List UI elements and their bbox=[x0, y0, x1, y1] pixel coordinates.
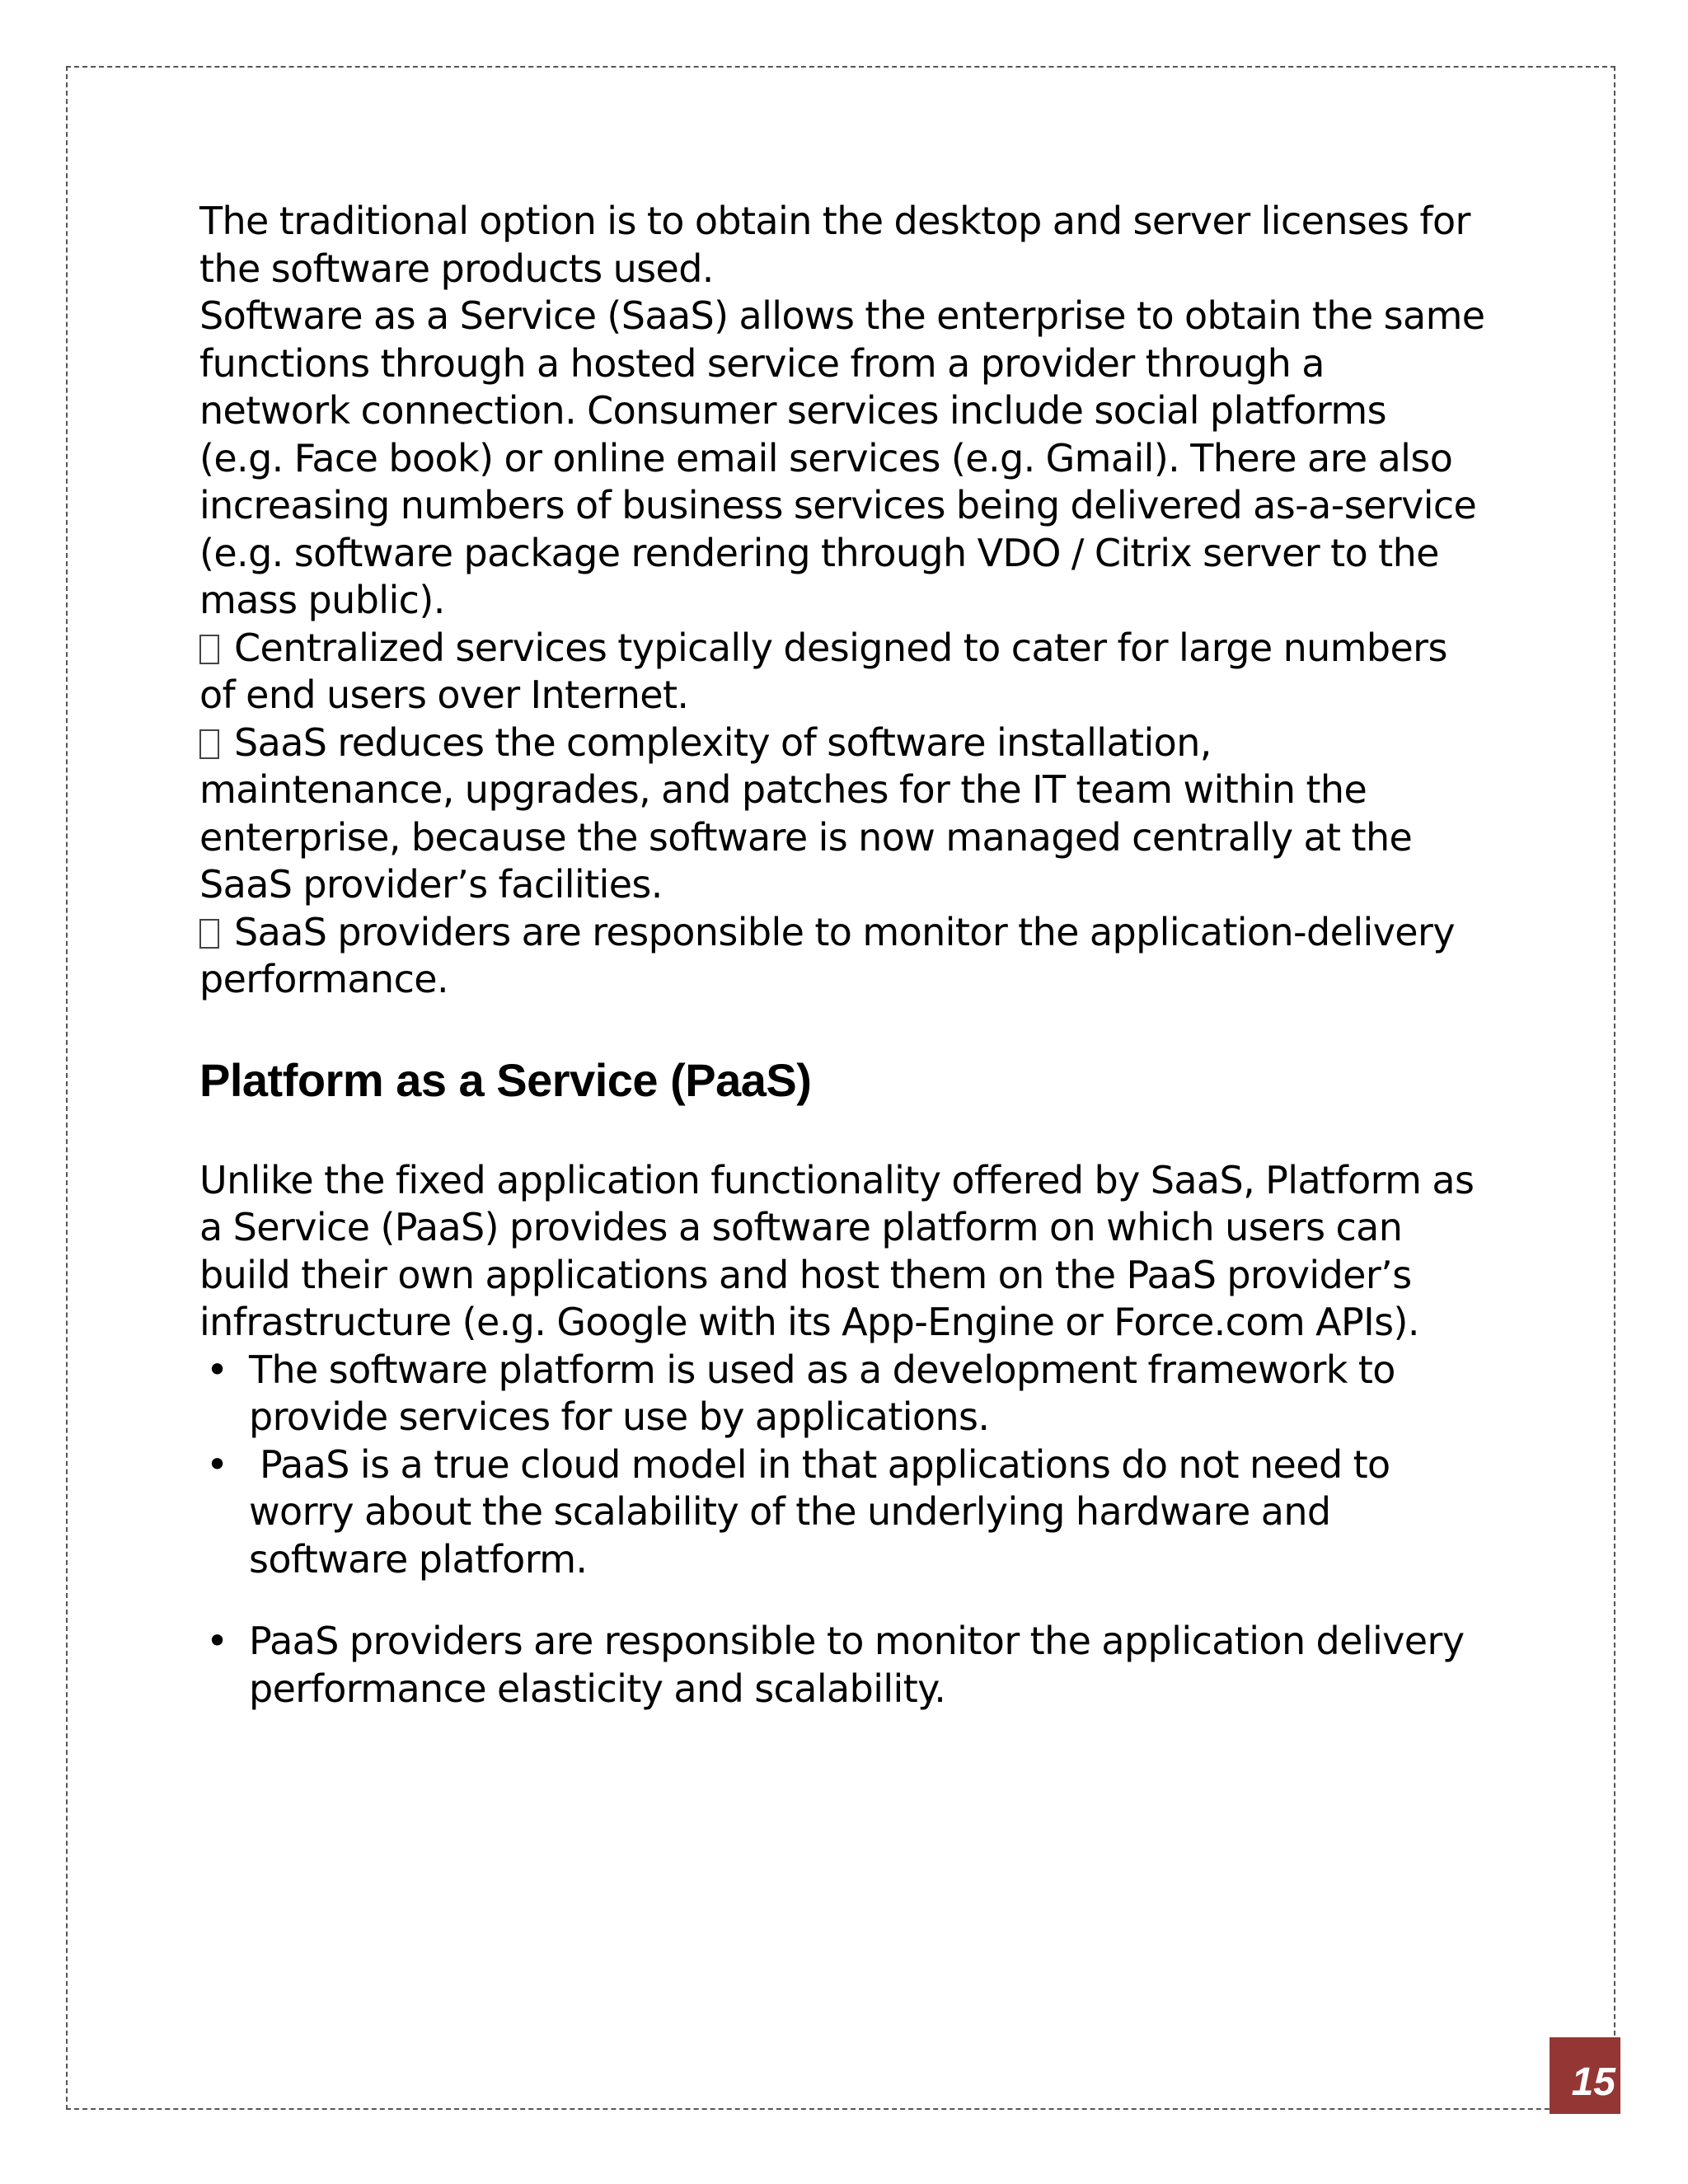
missing-glyph-box-icon bbox=[199, 729, 219, 759]
bullet-icon: • bbox=[206, 1619, 229, 1663]
text-line: increasing numbers of business services being delivered as-a-service bbox=[199, 483, 1477, 527]
paas-intro-paragraph bbox=[199, 1157, 1518, 1347]
text-line: the software products used. bbox=[199, 246, 714, 291]
list-item bbox=[199, 1618, 1518, 1713]
text-line: PaaS providers are responsible to monitor the application delivery bbox=[249, 1619, 1465, 1663]
bullet-icon: • bbox=[206, 1441, 229, 1487]
text-line: software platform. bbox=[249, 1536, 588, 1582]
text-line: network connection. Consumer services include social platforms bbox=[199, 388, 1386, 433]
text-line: build their own applications and host them on the PaaS provider’s bbox=[199, 1252, 1412, 1297]
spacer bbox=[199, 1583, 1518, 1618]
text-line: worry about the scalability of the underlying hardware and bbox=[249, 1489, 1331, 1534]
text-line: performance. bbox=[199, 957, 449, 1001]
missing-glyph-box-icon bbox=[199, 919, 219, 949]
page-content bbox=[199, 198, 1518, 1713]
section-heading: Platform as a Service (PaaS) bbox=[199, 1053, 812, 1106]
list-item bbox=[199, 1347, 1518, 1441]
text-line: infrastructure (e.g. Google with its App-Engine or Force.com APIs). bbox=[199, 1300, 1419, 1344]
saas-paragraph bbox=[199, 198, 1518, 625]
text-line: provide services for use by applications. bbox=[249, 1394, 990, 1439]
text-line: of end users over Internet. bbox=[199, 673, 689, 717]
list-item bbox=[199, 1441, 1518, 1584]
text-line: enterprise, because the software is now managed centrally at the bbox=[199, 814, 1413, 860]
text-line: (e.g. Face book) or online email services (e.g. Gmail). There are also bbox=[199, 435, 1453, 480]
page-number: 15 bbox=[1550, 2037, 1620, 2113]
text-line: SaaS provider’s facilities. bbox=[199, 862, 663, 907]
text-line: mass public). bbox=[199, 578, 445, 622]
saas-point-list bbox=[199, 625, 1518, 1004]
bullet-icon: • bbox=[206, 1347, 229, 1392]
text-line: maintenance, upgrades, and patches for the IT team within the bbox=[199, 767, 1367, 812]
text-line: Software as a Service (SaaS) allows the enterprise to obtain the same bbox=[199, 293, 1485, 338]
saas-point-text: SaaS providers are responsible to monitor the application-delivery bbox=[234, 909, 1455, 954]
text-line: functions through a hosted service from a provider through a bbox=[199, 340, 1325, 386]
text-line: a Service (PaaS) provides a software platform on which users can bbox=[199, 1205, 1403, 1249]
saas-point bbox=[199, 625, 1518, 719]
saas-point-text: Centralized services typically designed to cater for large numbers bbox=[234, 625, 1447, 670]
text-line: The traditional option is to obtain the desktop and server licenses for bbox=[199, 199, 1470, 243]
text-line: PaaS is a true cloud model in that applications do not need to bbox=[249, 1441, 1390, 1487]
page-number-underline bbox=[1550, 2111, 1620, 2114]
paas-bullet-list bbox=[199, 1347, 1518, 1713]
text-line: performance elasticity and scalability. bbox=[249, 1666, 946, 1711]
text-line: The software platform is used as a development framework to bbox=[249, 1347, 1395, 1392]
saas-point bbox=[199, 719, 1518, 909]
saas-point-text: SaaS reduces the complexity of software installation, bbox=[234, 719, 1212, 765]
text-line: (e.g. software package rendering through VDO / Citrix server to the bbox=[199, 530, 1439, 575]
missing-glyph-box-icon bbox=[199, 635, 219, 664]
text-line: Unlike the fixed application functionality offered by SaaS, Platform as bbox=[199, 1157, 1475, 1202]
saas-point bbox=[199, 909, 1518, 1004]
